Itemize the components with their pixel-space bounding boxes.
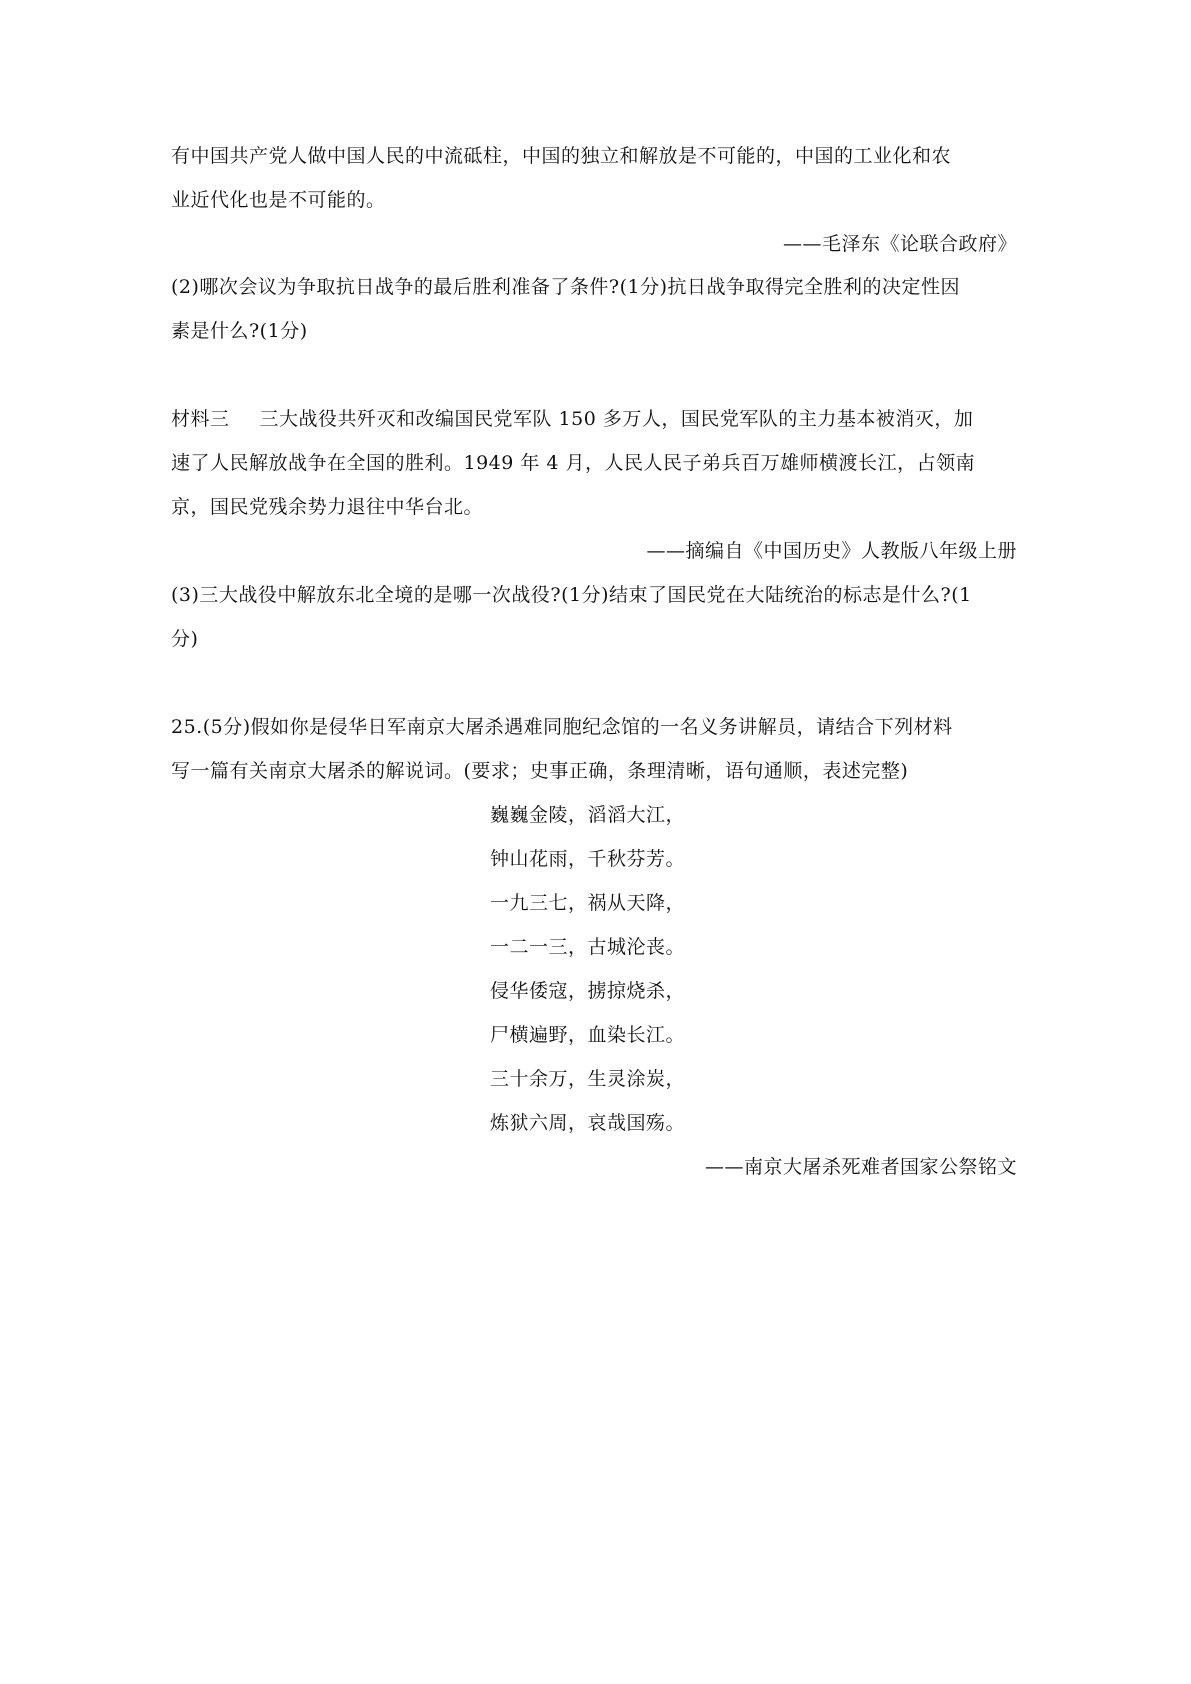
question-line: 写一篇有关南京大屠杀的解说词。(要求；史事正确，条理清晰，语句通顺，表述完整) bbox=[171, 760, 909, 782]
poem-line: 炼狱六周，哀哉国殇。 bbox=[490, 1112, 686, 1134]
poem-line: 三十余万，生灵涂炭， bbox=[490, 1068, 686, 1090]
poem-line: 尸横遍野，血染长江。 bbox=[490, 1024, 686, 1046]
source-citation: ——摘编自《中国历史》人教版八年级上册 bbox=[646, 540, 1017, 562]
poem-line: 一九三七，祸从天降， bbox=[490, 892, 686, 914]
material-line bbox=[171, 406, 1021, 432]
source-citation: ——毛泽东《论联合政府》 bbox=[782, 233, 1017, 255]
poem-line: 侵华倭寇，掳掠烧杀， bbox=[490, 980, 686, 1002]
question-line: 25.(5分)假如你是侵华日军南京大屠杀遇难同胞纪念馆的一名义务讲解员，请结合下列材料 bbox=[171, 716, 953, 738]
paragraph-line: 业近代化也是不可能的。 bbox=[171, 189, 386, 211]
poem-line: 巍巍金陵，滔滔大江， bbox=[490, 804, 686, 826]
poem-line: 一二一三，古城沦丧。 bbox=[490, 936, 686, 958]
material-line: 京，国民党残余势力退往中华台北。 bbox=[171, 496, 484, 518]
poem-line: 钟山花雨，千秋芬芳。 bbox=[490, 848, 686, 870]
question-line: (2)哪次会议为争取抗日战争的最后胜利准备了条件?(1分)抗日战争取得完全胜利的决定性因 bbox=[171, 276, 961, 298]
paragraph-line: 有中国共产党人做中国人民的中流砥柱，中国的独立和解放是不可能的，中国的工业化和农 bbox=[171, 145, 952, 167]
material-line: 速了人民解放战争在全国的胜利。1949 年 4 月，人民人民子弟兵百万雄师横渡长江，占领南 bbox=[171, 452, 976, 474]
question-line: (3)三大战役中解放东北全境的是哪一次战役?(1分)结束了国民党在大陆统治的标志是什么?(1 bbox=[171, 584, 972, 606]
source-citation: ——南京大屠杀死难者国家公祭铭文 bbox=[704, 1156, 1017, 1178]
question-line: 分) bbox=[171, 628, 199, 650]
material-label: 材料三 bbox=[171, 408, 230, 430]
material-text: 三大战役共歼灭和改编国民党军队 150 多万人，国民党军队的主力基本被消灭，加 bbox=[259, 408, 974, 430]
question-line: 素是什么?(1分) bbox=[171, 320, 308, 342]
